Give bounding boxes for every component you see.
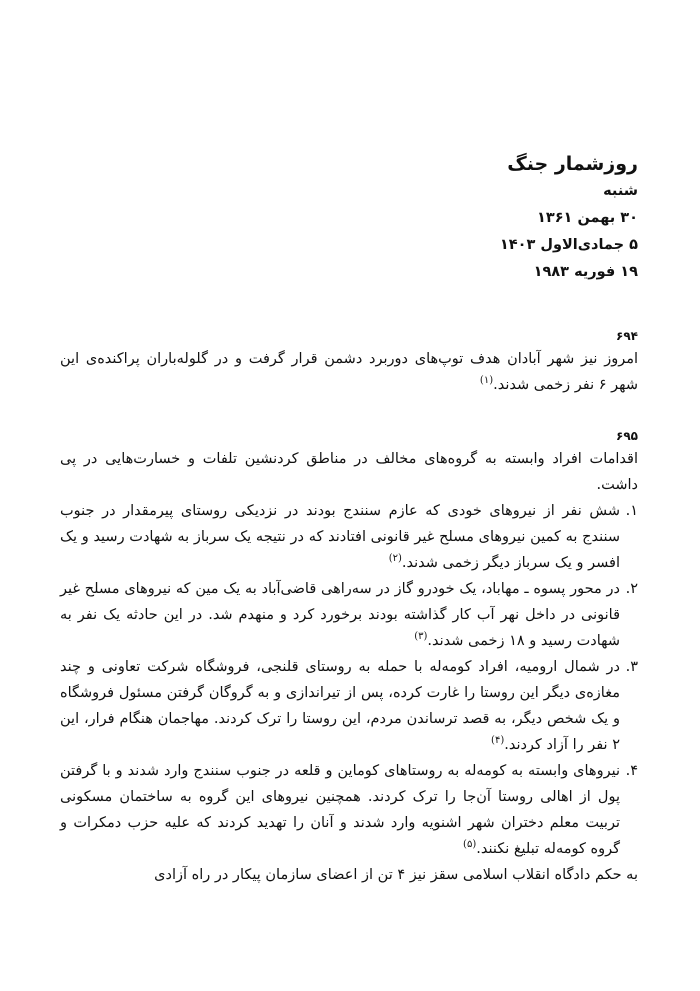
weekday: شنبه — [603, 183, 638, 199]
list-item-text: نیروهای وابسته به کومه‌له به روستاهای کوماین و قلعه در جنوب سنندج وارد شدند و با گرفتن پول از اهالی روستا آن‌جا را ترک کردند. همچنین نیروهای این گروه به ساختمان مسکونی تربیت معلم دختران شهر اشنویه وارد شدند و آنان را تهدید کردند که علیه حزب دمکرات و گروه کومه‌له تبلیغ نکنند. — [60, 763, 620, 857]
document-page — [60, 150, 638, 888]
list-marker: ۱. — [625, 503, 638, 519]
list-item-text: در شمال ارومیه، افراد کومه‌له با حمله به روستای قلنجی، فروشگاه شرکت تعاونی و چند مغازه‌ی دیگر این روستا را غارت کرده، پس از تیراندازی و به گروگان گرفتن مسئول فروشگاه و یک شخص دیگر، به قصد ترساندن مردم، این روستا را ترک کردند. مهاجمان هنگام فرار، این ۲ نفر را آزاد کردند. — [60, 659, 620, 753]
list-marker: ۲. — [625, 581, 638, 597]
list-item-text: در محور پسوه ـ مهاباد، یک خودرو گاز در سه‌راهی قاضی‌آباد به یک مین که نیروهای مسلح غیر قانونی در داخل نهر آب کار گذاشته بودند برخورد کرد و منهدم شد. در این حادثه یک نفر به شهادت رسید و ۱۸ زخمی شدند. — [60, 581, 620, 649]
list-item — [60, 758, 638, 862]
entry-outro: به حکم دادگاه انقلاب اسلامی سقز نیز ۴ تن از اعضای سازمان پیکار در راه آزادی — [154, 867, 638, 883]
footnote-marker: (۱) — [479, 375, 494, 387]
entry-number: ۶۹۴ — [616, 329, 638, 343]
list-marker: ۳. — [625, 659, 638, 675]
date-solar: ۳۰ بهمن ۱۳۶۱ — [537, 210, 638, 226]
list-item — [60, 576, 638, 654]
list-marker: ۴. — [625, 763, 638, 779]
chronicle-header — [60, 150, 638, 286]
footnote-marker: (۲) — [388, 553, 402, 565]
list-item — [60, 498, 638, 576]
entry-number: ۶۹۵ — [616, 429, 638, 443]
incident-list — [60, 498, 638, 862]
footnote-marker: (۳) — [414, 631, 428, 643]
footnote-marker: (۴) — [491, 735, 505, 747]
entry-intro: اقدامات افراد وابسته به گروه‌های مخالف در مناطق کردنشین تلفات و خسارت‌هایی در پی داشت. — [60, 451, 638, 493]
date-gregorian: ۱۹ فوریه ۱۹۸۳ — [533, 264, 638, 280]
entry-695 — [60, 426, 638, 888]
list-item — [60, 654, 638, 758]
book-title: روزشمار جنگ — [507, 153, 638, 175]
footnote-marker: (۵) — [463, 839, 477, 851]
entry-body: امروز نیز شهر آبادان هدف توپ‌های دوربرد دشمن قرار گرفت و در گلوله‌باران پراکنده‌ی این شهر ۶ نفر زخمی شدند. — [60, 351, 638, 393]
entry-694 — [60, 326, 638, 398]
entry-text — [60, 346, 638, 398]
list-item-text: شش نفر از نیروهای خودی که عازم سنندج بودند در نزدیکی روستای پیرمقدار در جنوب سنندج به کمین نیروهای مسلح غیر قانونی افتادند که در نتیجه یک سرباز به شهادت رسید و یک افسر و یک سرباز دیگر زخمی شدند. — [60, 503, 620, 571]
date-lunar: ۵ جمادی‌الاول ۱۴۰۳ — [499, 237, 638, 253]
